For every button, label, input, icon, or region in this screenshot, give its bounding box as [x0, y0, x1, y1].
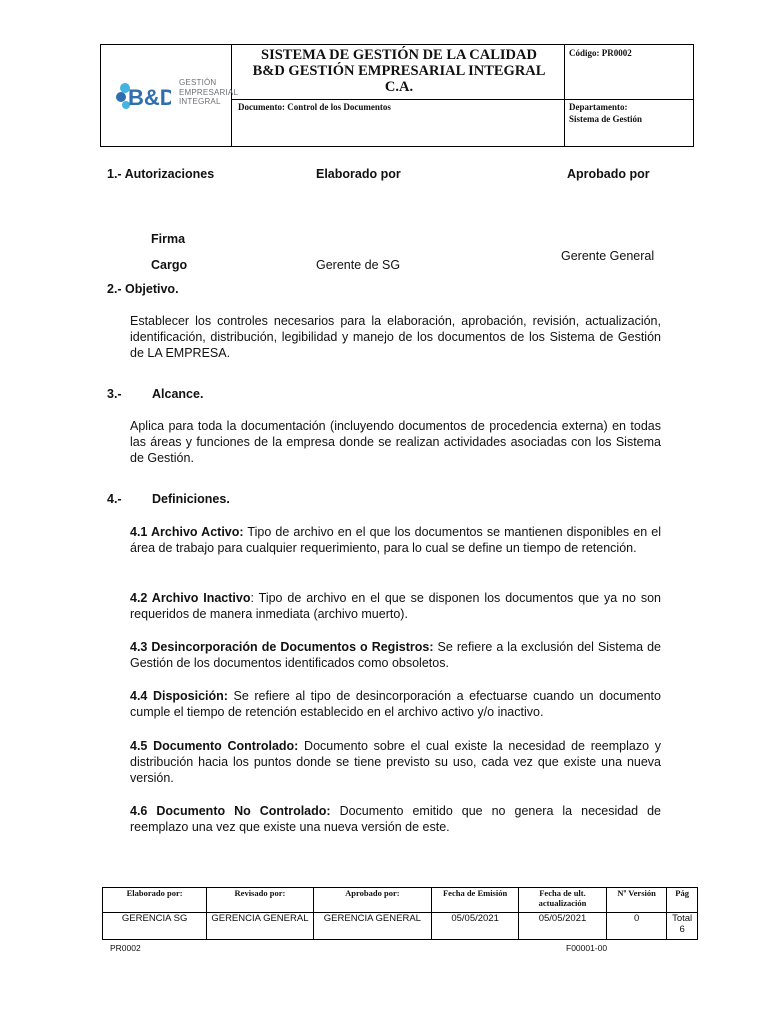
table-cell: Total 6: [667, 913, 698, 940]
elaborado-por-label: Elaborado por: [316, 167, 401, 181]
definition-item: [130, 803, 661, 835]
definition-term: 4.1 Archivo Activo:: [130, 525, 244, 539]
alcance-text: Aplica para toda la documentación (incluyendo documentos de procedencia externa) en todas las áreas y funciones de la empresa donde se realizan actividades asociadas con los Sistema de Gestión.: [130, 419, 661, 465]
departamento-label: Departamento:: [569, 102, 628, 112]
footer-control-table: [102, 887, 698, 940]
logo-line-2: EMPRESARIAL: [179, 87, 239, 97]
objetivo-heading: 2.- Objetivo.: [107, 282, 179, 296]
elaborado-cargo: Gerente de SG: [316, 258, 401, 272]
title-line-1: SISTEMA DE GESTIÓN DE LA CALIDAD: [261, 47, 537, 63]
definition-term: 4.3 Desincorporación de Documentos o Registros:: [130, 640, 434, 654]
definition-text: Se refiere al tipo de desincorporación a efectuarse cuando un documento cumple el tiempo de retención establecido en el archivo activo y/o inactivo.: [130, 689, 661, 719]
definition-item: [130, 688, 661, 720]
table-cell: GERENCIA GENERAL: [207, 913, 313, 940]
definition-text: Se refiere a la exclusión del Sistema de Gestión de los documentos identificados como obsoletos.: [130, 640, 661, 670]
firma-label: Firma: [151, 232, 186, 246]
alcance-heading: Alcance.: [152, 387, 204, 401]
table-header-cell: Nº Versión: [606, 888, 666, 913]
definition-item: [130, 738, 661, 786]
footer-document-code: PR0002: [110, 943, 141, 953]
table-header-cell: Aprobado por:: [313, 888, 432, 913]
definition-text: Documento emitido que no genera la necesidad de reemplazo una vez que existe una nueva versión de este.: [130, 804, 661, 834]
definition-term: 4.2 Archivo Inactivo: [130, 591, 251, 605]
table-row: [103, 913, 698, 940]
table-header-cell: Revisado por:: [207, 888, 313, 913]
cargo-label: Cargo: [151, 258, 188, 272]
definiciones-heading: Definiciones.: [152, 492, 230, 506]
logo-line-1: GESTIÓN: [179, 78, 217, 87]
table-header-cell: Pág: [667, 888, 698, 913]
footer-form-code: F00001-00: [566, 943, 608, 953]
definition-term: 4.5 Documento Controlado:: [130, 739, 299, 753]
title-line-3: C.A.: [384, 79, 414, 95]
table-cell: 05/05/2021: [432, 913, 519, 940]
documento-field: Documento: Control de los Documentos: [238, 102, 391, 112]
document-header: [100, 44, 694, 147]
table-header-row: [103, 888, 698, 913]
definition-item: [130, 639, 661, 671]
logo-mark-text: B&D: [128, 85, 171, 110]
table-cell: 05/05/2021: [519, 913, 607, 940]
document-title: [234, 47, 564, 95]
autorizaciones-heading: 1.- Autorizaciones: [107, 167, 215, 181]
table-cell: 0: [606, 913, 666, 940]
title-line-2: B&D GESTIÓN EMPRESARIAL INTEGRAL: [252, 63, 546, 79]
logo-mark-icon: [111, 75, 171, 115]
company-logo: [111, 75, 239, 115]
definition-text: : Tipo de archivo en el que se disponen los documentos que ya no son requeridos de manera inmediata (archivo muerto).: [130, 591, 662, 621]
definition-text: Documento sobre el cual existe la necesidad de reemplazo y distribución hacia los puntos donde se tiene previsto su uso, cada vez que existe una nueva versión.: [130, 739, 661, 785]
definiciones-number: 4.-: [107, 492, 122, 506]
definition-item: [130, 590, 661, 622]
logo-line-3: INTEGRAL: [179, 97, 221, 106]
definition-text: Tipo de archivo en el que los documentos se mantienen disponibles en el área de trabajo para cualquier requerimiento, para lo cual se define un tiempo de retención.: [130, 525, 661, 555]
table-header-cell: Fecha de ult. actualización: [519, 888, 607, 913]
codigo-field: Código: PR0002: [569, 48, 632, 58]
departamento-value: Sistema de Gestión: [569, 114, 642, 124]
table-cell: GERENCIA SG: [103, 913, 207, 940]
aprobado-cargo: Gerente General: [561, 249, 655, 263]
definition-item: [130, 524, 661, 556]
table-header-cell: Fecha de Emisión: [432, 888, 519, 913]
table-header-cell: Elaborado por:: [103, 888, 207, 913]
table-cell: GERENCIA GENERAL: [313, 913, 432, 940]
objetivo-text: Establecer los controles necesarios para la elaboración, aprobación, revisión, actualización, identificación, distribución, legibilidad y manejo de los documentos de los Sistema de Gestión de LA EMPRESA.: [130, 314, 661, 360]
definition-term: 4.6 Documento No Controlado:: [130, 804, 331, 818]
definition-term: 4.4 Disposición:: [130, 689, 228, 703]
alcance-number: 3.-: [107, 387, 122, 401]
aprobado-por-label: Aprobado por: [567, 167, 650, 181]
logo-wordmark: [179, 78, 238, 107]
